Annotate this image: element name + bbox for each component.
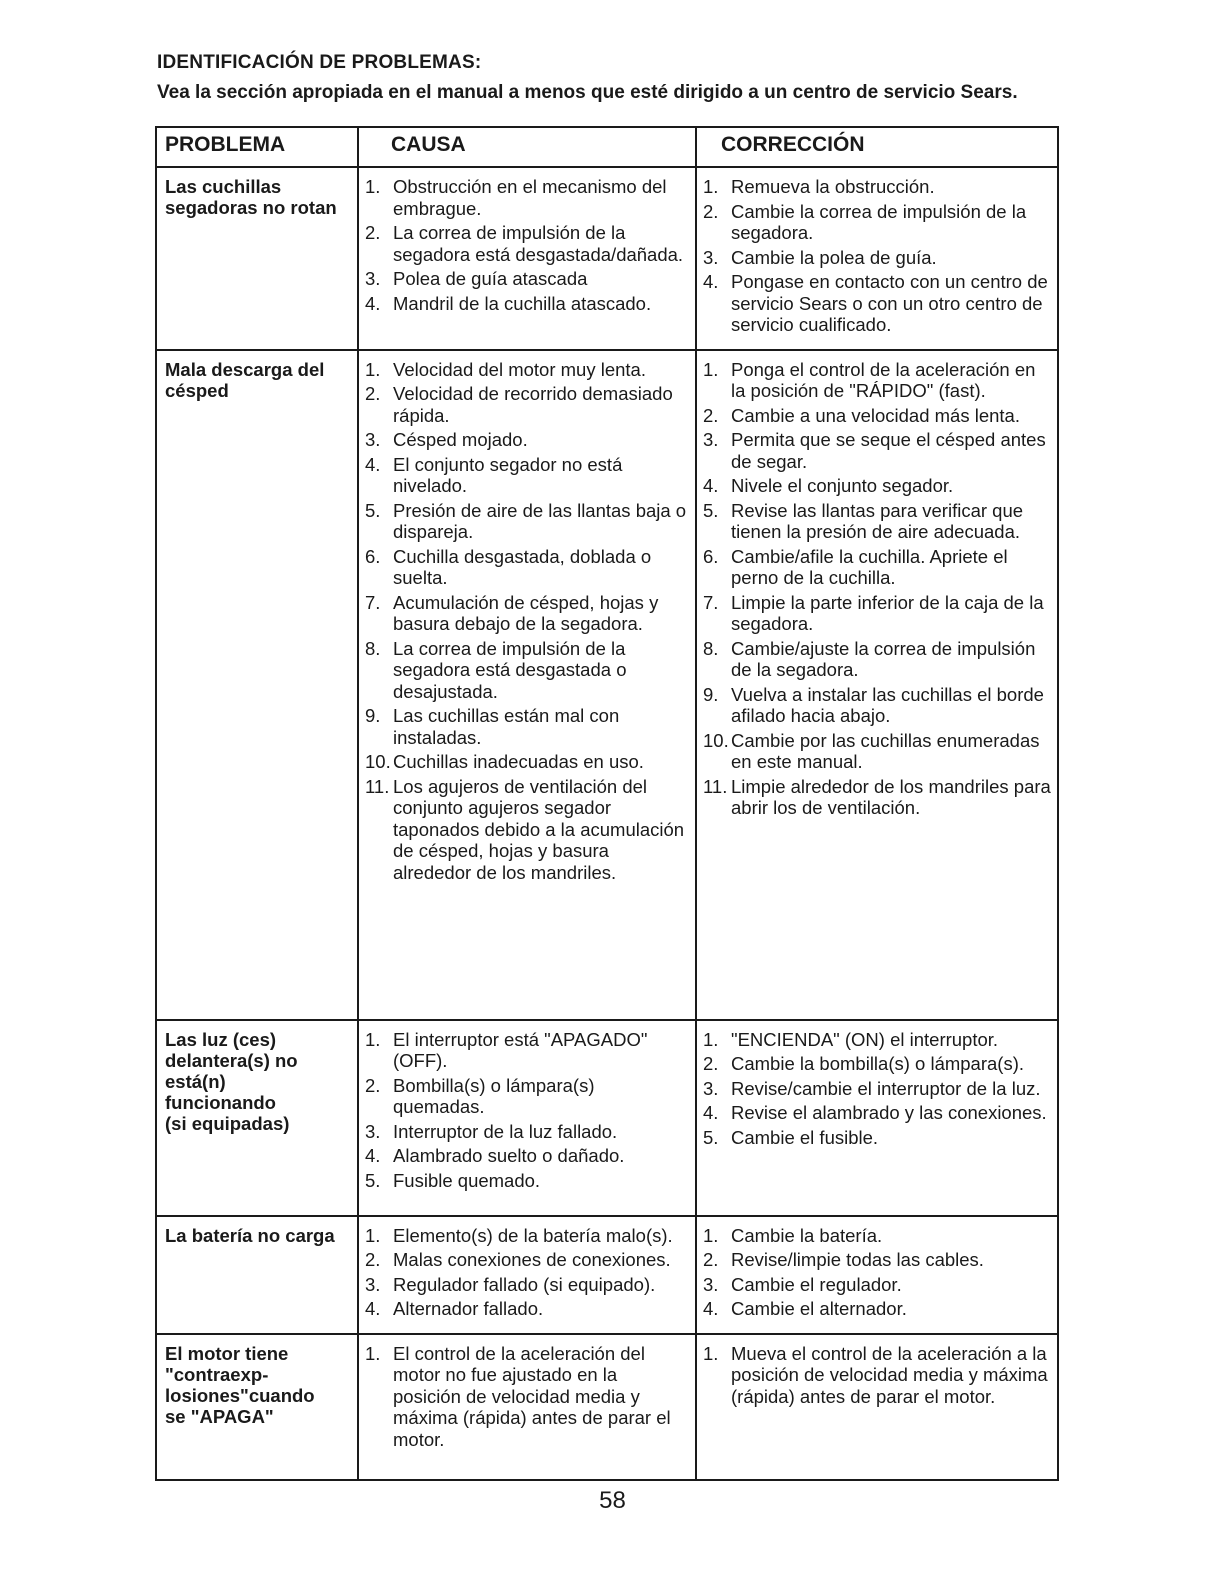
cause-item xyxy=(365,429,689,451)
correction-item-number: 6. xyxy=(703,545,719,567)
correction-cell xyxy=(696,167,1058,350)
problem-cell xyxy=(156,1334,358,1480)
correction-item xyxy=(703,475,1051,497)
correction-item-number: 4. xyxy=(703,1298,719,1319)
cause-item-number: 1. xyxy=(365,176,381,197)
correction-item-text: Cambie a una velocidad más lenta. xyxy=(731,404,1020,426)
cause-item xyxy=(365,546,689,589)
correction-item xyxy=(703,1298,1051,1320)
problem-text: Las cuchillas segadoras no rotan xyxy=(165,176,337,218)
correction-item xyxy=(703,1102,1051,1124)
correction-item-text: Remueva la obstrucción. xyxy=(731,176,935,197)
cause-item-text: Elemento(s) de la batería malo(s). xyxy=(393,1224,673,1246)
table-row xyxy=(156,1334,1058,1480)
correction-item-number: 2. xyxy=(703,404,719,426)
correction-item-number: 3. xyxy=(703,246,719,268)
correction-item xyxy=(703,776,1051,819)
correction-item xyxy=(703,405,1051,427)
cause-item xyxy=(365,751,689,773)
cause-item-number: 3. xyxy=(365,268,381,289)
cause-list xyxy=(365,176,689,314)
cause-item-number: 1. xyxy=(365,1342,381,1364)
cause-item-text: Las cuchillas están mal con instaladas. xyxy=(393,705,620,748)
cause-item-number: 9. xyxy=(365,705,381,726)
cause-cell xyxy=(358,1334,696,1480)
problem-cell xyxy=(156,1216,358,1334)
correction-item xyxy=(703,1127,1051,1149)
correction-item-text: Revise el alambrado y las conexiones. xyxy=(731,1102,1047,1123)
correction-item xyxy=(703,546,1051,589)
correction-item-text: Revise/cambie el interruptor de la luz. xyxy=(731,1077,1041,1099)
problem-text: El motor tiene "contraexp- losiones"cuando se "APAGA" xyxy=(165,1342,315,1427)
cause-item-text: El conjunto segador no está nivelado. xyxy=(393,453,623,496)
cause-item-text: La correa de impulsión de la segadora está desgastada/dañada. xyxy=(393,222,684,265)
problem-text: La batería no carga xyxy=(165,1224,335,1246)
correction-list xyxy=(703,176,1051,336)
cause-item xyxy=(365,638,689,703)
page-number: 58 xyxy=(599,1487,626,1514)
correction-item xyxy=(703,1274,1051,1296)
problem-cell xyxy=(156,350,358,1020)
cause-item xyxy=(365,1249,689,1271)
cause-item-text: Cuchilla desgastada, doblada o suelta. xyxy=(393,545,652,588)
correction-item-number: 4. xyxy=(703,271,719,292)
correction-item xyxy=(703,271,1051,336)
correction-item-text: Cambie por las cuchillas enumeradas en este manual. xyxy=(731,729,1040,772)
correction-item-text: Cambie la bombilla(s) o lámpara(s). xyxy=(731,1053,1025,1074)
cause-item-text: Los agujeros de ventilación del conjunto agujeros segador taponados debido a la acumulación de césped, hojas y basura alrededor de los mandriles. xyxy=(393,775,685,883)
correction-cell xyxy=(696,1334,1058,1480)
table-row xyxy=(156,350,1058,1020)
cause-item-number: 2. xyxy=(365,383,381,404)
cause-item-number: 1. xyxy=(365,358,381,380)
cause-item-text: El interruptor está "APAGADO" (OFF). xyxy=(393,1028,648,1071)
correction-item xyxy=(703,1343,1051,1408)
cause-item-text: Bombilla(s) o lámpara(s) quemadas. xyxy=(393,1074,595,1117)
cause-item xyxy=(365,383,689,426)
cause-item-number: 8. xyxy=(365,637,381,659)
table-row xyxy=(156,1020,1058,1216)
cause-item xyxy=(365,1121,689,1143)
cause-item-number: 4. xyxy=(365,1145,381,1166)
correction-item-text: Revise las llantas para verificar que tienen la presión de aire adecuada. xyxy=(731,499,1024,542)
cause-item-text: El control de la aceleración del motor no fue ajustado en la posición de velocidad media y máxima (rápida) antes de parar el motor. xyxy=(393,1342,671,1450)
table-row xyxy=(156,167,1058,350)
cause-item-number: 2. xyxy=(365,1249,381,1270)
correction-item xyxy=(703,176,1051,198)
correction-item-number: 7. xyxy=(703,591,719,613)
section-subtitle: Vea la sección apropiada en el manual a menos que esté dirigido a un centro de servicio Sears. xyxy=(157,82,1018,103)
cause-item-number: 1. xyxy=(365,1028,381,1050)
cause-list xyxy=(365,1029,689,1192)
correction-item-text: Mueva el control de la aceleración a la posición de velocidad media y máxima (rápida) antes de parar el motor. xyxy=(731,1342,1048,1407)
correction-list xyxy=(703,1343,1051,1408)
cause-item xyxy=(365,176,689,219)
table-body xyxy=(156,167,1058,1480)
table-header-row xyxy=(156,127,1058,167)
cause-item-text: La correa de impulsión de la segadora está desgastada o desajustada. xyxy=(393,637,627,702)
cause-item-number: 10. xyxy=(365,751,391,772)
cause-item-number: 2. xyxy=(365,222,381,243)
cause-item-text: Cuchillas inadecuadas en uso. xyxy=(393,751,644,772)
cause-item-text: Mandril de la cuchilla atascado. xyxy=(393,292,652,314)
cause-cell xyxy=(358,1216,696,1334)
correction-item-text: Cambie/afile la cuchilla. Apriete el perno de la cuchilla. xyxy=(731,545,1008,588)
cause-item-number: 1. xyxy=(365,1224,381,1246)
correction-item-text: "ENCIENDA" (ON) el interruptor. xyxy=(731,1028,999,1050)
cause-item xyxy=(365,705,689,748)
cause-item xyxy=(365,1170,689,1192)
cause-item xyxy=(365,1029,689,1072)
correction-item-number: 2. xyxy=(703,200,719,222)
cause-item xyxy=(365,454,689,497)
cause-item-text: Regulador fallado (si equipado). xyxy=(393,1273,656,1295)
correction-cell xyxy=(696,1216,1058,1334)
correction-item-number: 3. xyxy=(703,1273,719,1295)
cause-item-number: 4. xyxy=(365,1298,381,1319)
correction-item-text: Vuelva a instalar las cuchillas el borde afilado hacia abajo. xyxy=(731,683,1044,726)
correction-item xyxy=(703,1078,1051,1100)
cause-item-number: 5. xyxy=(365,499,381,521)
cause-item xyxy=(365,776,689,884)
column-header-cause: CAUSA xyxy=(358,127,696,167)
correction-item xyxy=(703,201,1051,244)
problem-text: Las luz (ces) delantera(s) no está(n) funcionando (si equipadas) xyxy=(165,1028,298,1134)
cause-item xyxy=(365,1343,689,1451)
correction-item xyxy=(703,359,1051,402)
correction-item-number: 5. xyxy=(703,1126,719,1148)
cause-cell xyxy=(358,1020,696,1216)
cause-item-text: Obstrucción en el mecanismo del embrague. xyxy=(393,176,667,219)
correction-item-number: 4. xyxy=(703,475,719,496)
correction-item-number: 2. xyxy=(703,1249,719,1270)
correction-item xyxy=(703,638,1051,681)
cause-item-text: Polea de guía atascada xyxy=(393,268,588,289)
correction-item xyxy=(703,684,1051,727)
cause-item-text: Alambrado suelto o dañado. xyxy=(393,1145,625,1166)
cause-item xyxy=(365,1075,689,1118)
correction-item xyxy=(703,1249,1051,1271)
correction-item-number: 1. xyxy=(703,1342,719,1364)
correction-item-number: 3. xyxy=(703,429,719,450)
cause-cell xyxy=(358,350,696,1020)
cause-item xyxy=(365,1145,689,1167)
cause-item-number: 3. xyxy=(365,429,381,450)
cause-item-text: Fusible quemado. xyxy=(393,1169,541,1191)
correction-item xyxy=(703,592,1051,635)
correction-item-number: 3. xyxy=(703,1077,719,1099)
correction-item xyxy=(703,730,1051,773)
correction-item-text: Permita que se seque el césped antes de segar. xyxy=(731,429,1046,472)
correction-item-text: Cambie el alternador. xyxy=(731,1298,907,1319)
cause-item-number: 6. xyxy=(365,545,381,567)
correction-item-text: Limpie la parte inferior de la caja de la segadora. xyxy=(731,591,1044,634)
correction-item-number: 1. xyxy=(703,1224,719,1246)
problem-text: Mala descarga del césped xyxy=(165,358,325,401)
correction-item-number: 11. xyxy=(703,775,728,797)
correction-item-number: 1. xyxy=(703,358,719,380)
table-row xyxy=(156,1216,1058,1334)
cause-item-text: Malas conexiones de conexiones. xyxy=(393,1249,671,1270)
cause-item-number: 11. xyxy=(365,775,390,797)
correction-item xyxy=(703,500,1051,543)
correction-item-text: Cambie el regulador. xyxy=(731,1273,902,1295)
cause-list xyxy=(365,1343,689,1451)
cause-item-text: Césped mojado. xyxy=(393,429,528,450)
correction-item-text: Cambie el fusible. xyxy=(731,1126,879,1148)
cause-item xyxy=(365,359,689,381)
correction-item-text: Cambie la batería. xyxy=(731,1224,883,1246)
cause-list xyxy=(365,1225,689,1320)
correction-item-number: 8. xyxy=(703,637,719,659)
correction-cell xyxy=(696,1020,1058,1216)
correction-item-text: Limpie alrededor de los mandriles para abrir los de ventilación. xyxy=(731,775,1051,818)
cause-cell xyxy=(358,167,696,350)
correction-item-text: Ponga el control de la aceleración en la posición de "RÁPIDO" (fast). xyxy=(731,358,1036,401)
correction-item xyxy=(703,247,1051,269)
cause-item xyxy=(365,592,689,635)
cause-item xyxy=(365,222,689,265)
correction-item-text: Nivele el conjunto segador. xyxy=(731,475,954,496)
problem-cell xyxy=(156,1020,358,1216)
cause-item xyxy=(365,268,689,290)
cause-item-number: 3. xyxy=(365,1120,381,1142)
section-title: IDENTIFICACIÓN DE PROBLEMAS: xyxy=(157,52,482,73)
cause-item-text: Presión de aire de las llantas baja o dispareja. xyxy=(393,499,687,542)
cause-item xyxy=(365,293,689,315)
column-header-problem: PROBLEMA xyxy=(156,127,358,167)
cause-item-number: 4. xyxy=(365,292,381,314)
correction-item-number: 9. xyxy=(703,683,719,705)
correction-list xyxy=(703,1029,1051,1149)
correction-item xyxy=(703,1029,1051,1051)
correction-list xyxy=(703,1225,1051,1320)
cause-item xyxy=(365,1298,689,1320)
cause-item-number: 4. xyxy=(365,453,381,475)
correction-item-number: 4. xyxy=(703,1102,719,1123)
correction-item-text: Revise/limpie todas las cables. xyxy=(731,1249,984,1270)
troubleshooting-table xyxy=(155,126,1059,1481)
correction-item xyxy=(703,1053,1051,1075)
cause-item xyxy=(365,1225,689,1247)
correction-list xyxy=(703,359,1051,819)
column-header-correction: CORRECCIÓN xyxy=(696,127,1058,167)
cause-item-text: Velocidad del motor muy lenta. xyxy=(393,358,646,380)
correction-item-number: 1. xyxy=(703,1028,719,1050)
cause-item-number: 5. xyxy=(365,1169,381,1191)
correction-item xyxy=(703,1225,1051,1247)
correction-item-number: 2. xyxy=(703,1053,719,1074)
cause-item-text: Velocidad de recorrido demasiado rápida. xyxy=(393,383,673,426)
cause-item-number: 2. xyxy=(365,1074,381,1096)
problem-cell xyxy=(156,167,358,350)
cause-item xyxy=(365,1274,689,1296)
cause-item-text: Acumulación de césped, hojas y basura debajo de la segadora. xyxy=(393,591,659,634)
correction-item-text: Cambie la polea de guía. xyxy=(731,246,937,268)
correction-item-text: Pongase en contacto con un centro de servicio Sears o con un otro centro de servicio cualificado. xyxy=(731,271,1048,335)
correction-item xyxy=(703,429,1051,472)
cause-item-number: 3. xyxy=(365,1273,381,1295)
cause-list xyxy=(365,359,689,884)
correction-item-number: 10. xyxy=(703,729,729,751)
correction-item-number: 5. xyxy=(703,499,719,521)
cause-item xyxy=(365,500,689,543)
cause-item-text: Alternador fallado. xyxy=(393,1298,544,1319)
cause-item-text: Interruptor de la luz fallado. xyxy=(393,1120,618,1142)
correction-item-text: Cambie la correa de impulsión de la segadora. xyxy=(731,200,1027,243)
correction-cell xyxy=(696,350,1058,1020)
cause-item-number: 7. xyxy=(365,591,381,613)
correction-item-text: Cambie/ajuste la correa de impulsión de la segadora. xyxy=(731,637,1036,680)
correction-item-number: 1. xyxy=(703,176,719,197)
